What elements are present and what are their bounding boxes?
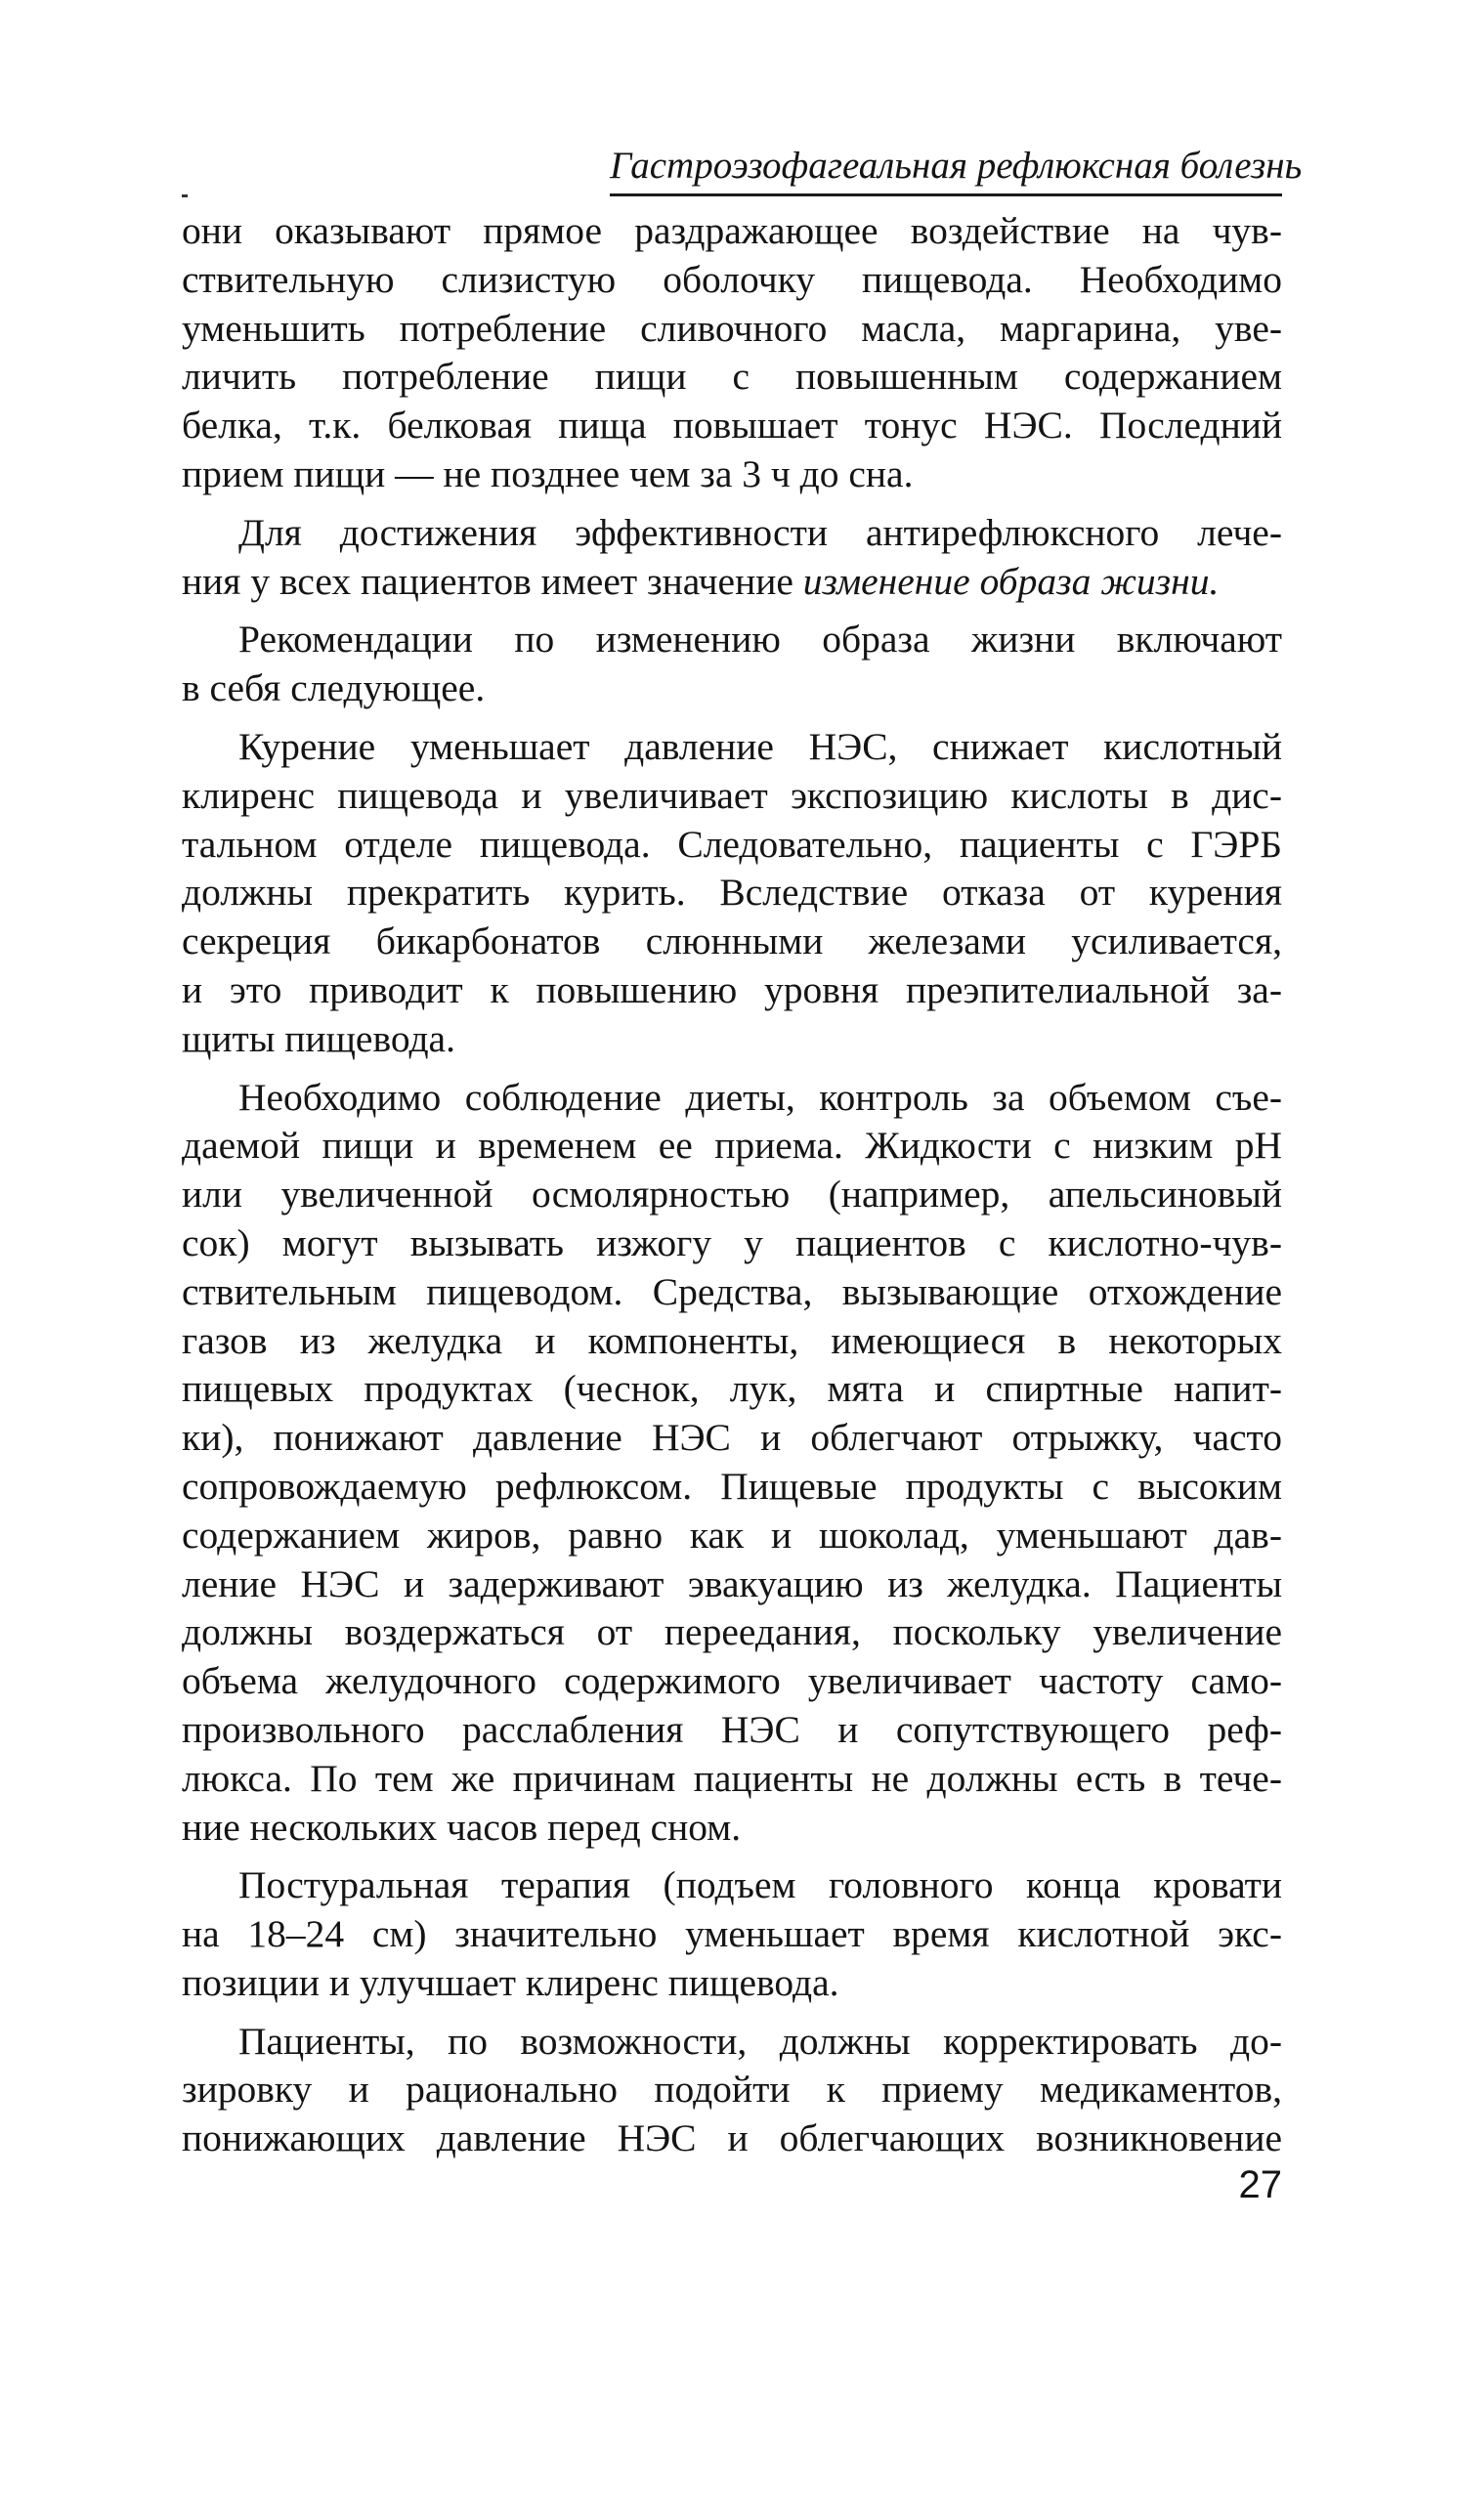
header-rule [610,193,1282,196]
text-line: даемой пищи и временем ее приема. Жидкости с низким pH [182,1124,1282,1168]
text-line: произвольного расслабления НЭС и сопутствующего реф- [182,1707,1282,1751]
text-line: или увеличенной осмолярностью (например, апельсиновый [182,1173,1282,1217]
text-line: клиренс пищевода и увеличивает экспозицию кислоты в дис- [182,773,1282,817]
text-line: личить потребление пищи с повышенным содержанием [182,355,1282,399]
text-line: ствительную слизистую оболочку пищевода. Необходимо [182,257,1282,301]
text-line: сок) могут вызывать изжогу у пациентов с кислотно-чув- [182,1220,1282,1264]
paragraph-2 [182,509,1282,607]
text-line: ление НЭС и задерживают эвакуацию из желудка. Пациенты [182,1561,1282,1605]
text-line: в себя следующее. [182,666,486,710]
text-line: они оказывают прямое раздражающее воздействие на чув- [182,209,1282,252]
text-line: Рекомендации по изменению образа жизни включают [238,618,1282,662]
text-line: Для достижения эффективности антирефлюксного лече- [238,510,1282,554]
text-line: щиты пищевода. [182,1016,455,1060]
paragraph-3 [182,616,1282,713]
body-text [182,207,1282,2163]
text-line: объема желудочного содержимого увеличивает частоту само- [182,1659,1282,1703]
paragraph-5 [182,1074,1282,1853]
text-run: ния у всех пациентов имеет значение [182,559,803,603]
paragraph-6 [182,1861,1282,2007]
text-line: Необходимо соблюдение диеты, контроль за объемом съе- [238,1075,1282,1119]
text-line: Пациенты, по возможности, должны корректировать до- [238,2019,1282,2063]
text-line: газов из желудка и компоненты, имеющиеся в некоторых [182,1318,1282,1362]
paragraph-4 [182,723,1282,1064]
text-line: секреция бикарбонатов слюнными железами усиливается, [182,919,1282,963]
paragraph-7 [182,2018,1282,2163]
text-line: пищевых продуктах (чеснок, лук, мята и спиртные напит- [182,1367,1282,1411]
text-line: на 18–24 см) значительно уменьшает время кислотной экс- [182,1912,1282,1956]
text-line: должны прекратить курить. Вследствие отказа от курения [182,871,1282,915]
text-line: люкса. По тем же причинам пациенты не должны есть в тече- [182,1756,1282,1800]
scan-speck [182,194,188,197]
text-line: Постуральная терапия (подъем головного конца кровати [238,1863,1282,1907]
text-line [182,558,1282,607]
text-line: понижающих давление НЭС и облегчающих возникновение [182,2116,1282,2160]
text-line: содержанием жиров, равно как и шоколад, уменьшают дав- [182,1513,1282,1557]
text-line: позиции и улучшает клиренс пищевода. [182,1960,839,2004]
text-line: зировку и рационально подойти к приему медикаментов, [182,2068,1282,2112]
text-line: и это приводит к повышению уровня преэпителиальной за- [182,967,1282,1011]
text-line: Курение уменьшает давление НЭС, снижает кислотный [238,724,1282,768]
text-line: тальном отделе пищевода. Следовательно, пациенты с ГЭРБ [182,822,1282,866]
text-line: сопровождаемую рефлюксом. Пищевые продукты с высоким [182,1464,1282,1508]
text-line: прием пищи — не позднее чем за 3 ч до сна. [182,451,914,495]
text-line: белка, т.к. белковая пища повышает тонус НЭС. Последний [182,404,1282,448]
text-line: уменьшить потребление сливочного масла, маргарина, уве- [182,306,1282,350]
text-line: ние нескольких часов перед сном. [182,1805,742,1849]
page-number: 27 [1238,2163,1282,2206]
text-line: ки), понижают давление НЭС и облегчают отрыжку, часто [182,1416,1282,1460]
paragraph-1 [182,207,1282,499]
running-header: Гастроэзофагеальная рефлюксная болезнь [610,145,1303,187]
text-line: ствительным пищеводом. Средства, вызывающие отхождение [182,1269,1282,1313]
text-line: должны воздержаться от переедания, поскольку увеличение [182,1610,1282,1654]
emphasis-text: изменение образа жизни. [802,559,1220,603]
